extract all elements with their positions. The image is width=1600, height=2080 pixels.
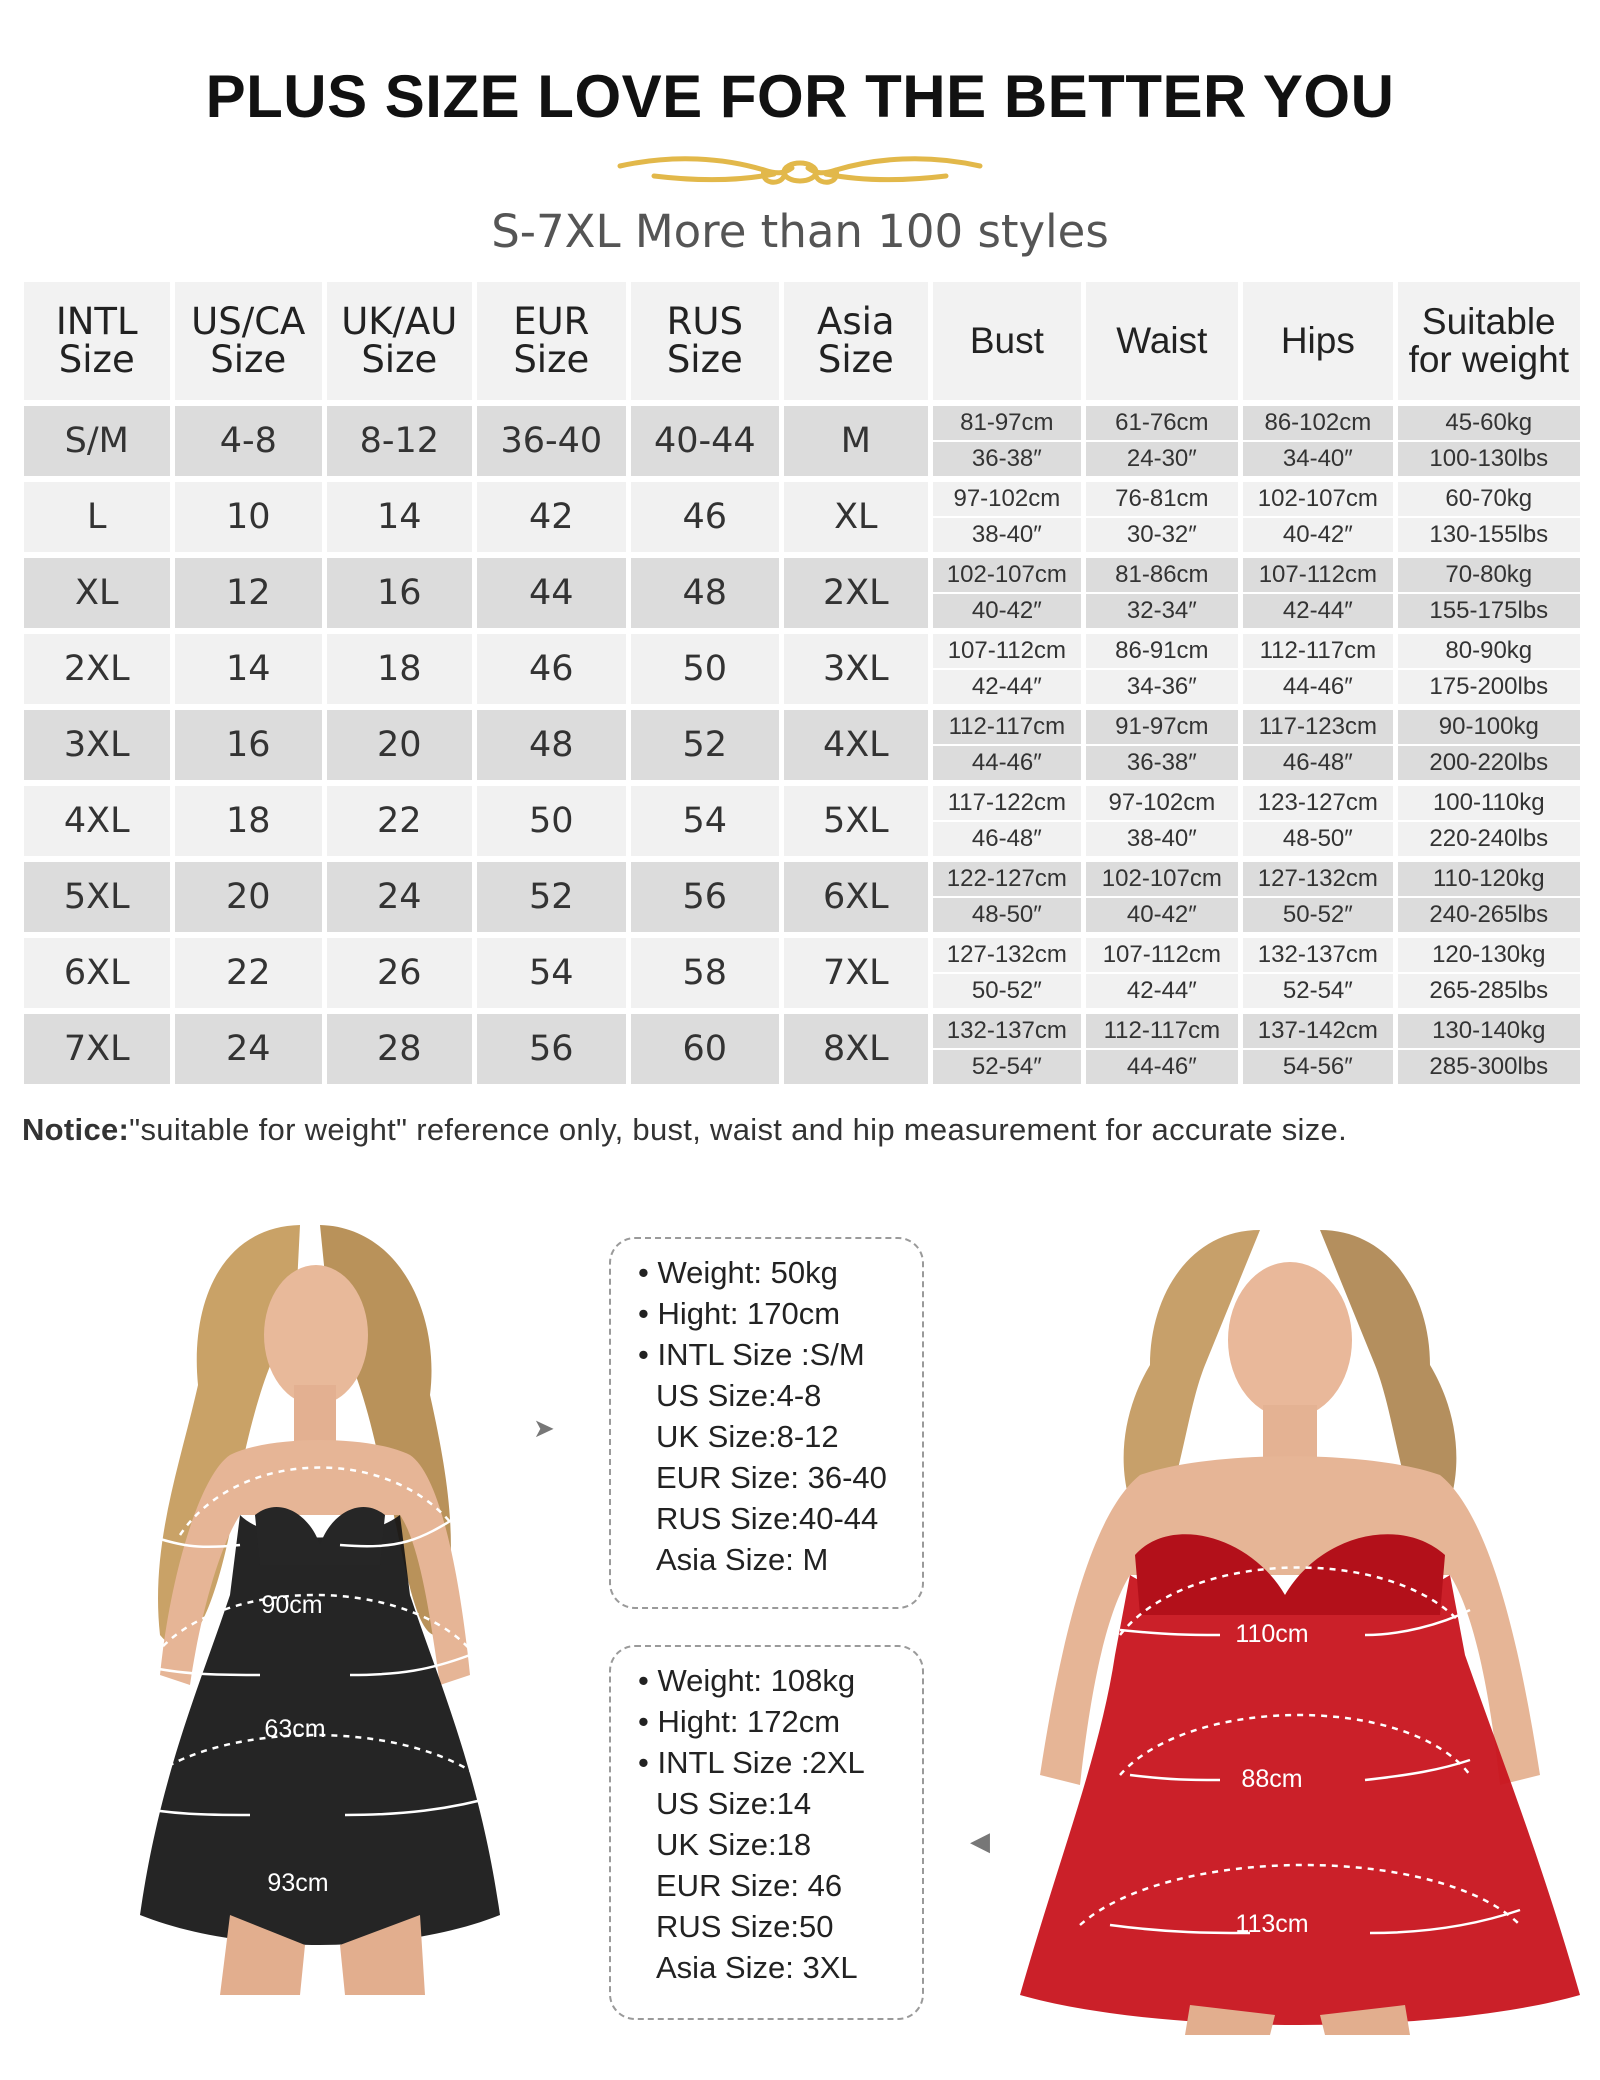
table-cell-weight-imperial: 220-240lbs (1398, 820, 1580, 856)
table-cell-us: 16 (175, 710, 323, 780)
table-cell-weight-imperial: 200-220lbs (1398, 744, 1580, 780)
table-cell-waist-imperial: 36-38″ (1086, 744, 1239, 780)
table-cell-waist (1086, 710, 1239, 780)
table-row (24, 862, 1580, 932)
table-cell-waist-metric: 86-91cm (1115, 637, 1209, 664)
table-cell-hips (1243, 862, 1393, 932)
table-cell-waist (1086, 482, 1239, 552)
column-header-text: Waist (1116, 320, 1208, 361)
table-cell-weight-imperial: 130-155lbs (1398, 516, 1580, 552)
info-line: • Weight: 50kg (638, 1255, 838, 1290)
table-cell-weight (1398, 1014, 1580, 1084)
table-cell-hips-imperial: 54-56″ (1243, 1048, 1393, 1084)
table-cell-uk: 28 (327, 1014, 472, 1084)
table-cell-hips-metric: 123-127cm (1257, 789, 1378, 816)
right-model-info-box (609, 1645, 924, 2020)
table-cell-bust-imperial: 48-50″ (933, 896, 1081, 932)
table-cell-weight (1398, 938, 1580, 1008)
left-model-info-box (609, 1237, 924, 1609)
table-cell-eur: 50 (477, 786, 627, 856)
column-header-label (1281, 322, 1355, 360)
table-cell-weight (1398, 862, 1580, 932)
table-row (24, 710, 1580, 780)
column-header-label (191, 300, 306, 381)
table-cell-intl: 3XL (24, 710, 170, 780)
table-cell-weight-metric: 120-130kg (1432, 941, 1546, 968)
table-cell-intl: 7XL (24, 1014, 170, 1084)
table-cell-intl: L (24, 482, 170, 552)
table-cell-us: 10 (175, 482, 323, 552)
table-cell-asia: 6XL (784, 862, 929, 932)
column-header-text: RUS (666, 300, 743, 343)
column-header-text: Asia (817, 300, 895, 343)
column-header (631, 282, 779, 400)
column-header (1398, 282, 1580, 400)
table-cell-uk: 26 (327, 938, 472, 1008)
table-cell-eur: 56 (477, 1014, 627, 1084)
column-header-text: Size (58, 338, 135, 381)
table-cell-waist (1086, 634, 1239, 704)
info-line: • INTL Size :2XL (638, 1745, 865, 1780)
table-cell-bust (933, 862, 1081, 932)
column-header-label (55, 300, 138, 381)
table-cell-waist-metric: 81-86cm (1115, 561, 1209, 588)
table-row (24, 558, 1580, 628)
table-cell-eur: 42 (477, 482, 627, 552)
column-header-label (817, 300, 895, 381)
table-cell-asia: 3XL (784, 634, 929, 704)
table-cell-rus: 50 (631, 634, 779, 704)
table-cell-waist-imperial: 42-44″ (1086, 972, 1239, 1008)
size-chart-header-row (24, 282, 1580, 400)
table-cell-waist-metric: 97-102cm (1108, 789, 1216, 816)
size-chart-body (24, 406, 1580, 1084)
table-cell-weight-metric: 100-110kg (1432, 789, 1545, 816)
column-header-text: Size (817, 338, 894, 381)
table-cell-eur: 54 (477, 938, 627, 1008)
info-line: US Size:14 (656, 1786, 812, 1821)
column-header (933, 282, 1081, 400)
table-cell-weight (1398, 558, 1580, 628)
table-cell-waist (1086, 1014, 1239, 1084)
table-cell-hips (1243, 558, 1393, 628)
table-cell-bust-imperial: 44-46″ (933, 744, 1081, 780)
table-cell-bust-imperial: 42-44″ (933, 668, 1081, 704)
table-cell-bust-metric: 112-117cm (948, 713, 1066, 740)
table-cell-bust-imperial: 50-52″ (933, 972, 1081, 1008)
table-cell-rus: 48 (631, 558, 779, 628)
table-cell-hips (1243, 786, 1393, 856)
column-header-text: for weight (1408, 339, 1569, 380)
model-photo-left (80, 1215, 570, 1995)
table-row (24, 1014, 1580, 1084)
table-cell-bust-metric: 107-112cm (947, 637, 1066, 664)
table-cell-uk: 14 (327, 482, 472, 552)
table-cell-asia: 8XL (784, 1014, 929, 1084)
table-cell-rus: 52 (631, 710, 779, 780)
table-cell-hips-metric: 132-137cm (1257, 941, 1378, 968)
page-subtitle: S-7XL More than 100 styles (491, 205, 1109, 258)
table-cell-weight-metric: 110-120kg (1432, 865, 1545, 892)
table-cell-bust (933, 1014, 1081, 1084)
left-bust-measurement: 90cm (261, 1591, 323, 1619)
table-cell-bust-imperial: 38-40″ (933, 516, 1081, 552)
table-cell-us: 20 (175, 862, 323, 932)
table-cell-weight-imperial: 285-300lbs (1398, 1048, 1580, 1084)
table-cell-waist-imperial: 24-30″ (1086, 440, 1239, 476)
table-cell-eur: 44 (477, 558, 627, 628)
table-cell-uk: 16 (327, 558, 472, 628)
info-line: Asia Size: 3XL (656, 1950, 858, 1985)
table-cell-uk: 24 (327, 862, 472, 932)
info-line: • Hight: 170cm (638, 1296, 841, 1331)
table-cell-waist-imperial: 32-34″ (1086, 592, 1239, 628)
column-header-label (666, 300, 743, 381)
column-header-label (1116, 322, 1207, 360)
table-cell-us: 24 (175, 1014, 323, 1084)
column-header-text: US/CA (191, 300, 306, 343)
table-cell-bust (933, 406, 1081, 476)
right-waist-measurement: 88cm (1241, 1765, 1303, 1793)
table-cell-uk: 18 (327, 634, 472, 704)
table-cell-bust-imperial: 40-42″ (933, 592, 1081, 628)
table-cell-us: 22 (175, 938, 323, 1008)
model-photo-right (1020, 1215, 1590, 2035)
table-cell-eur: 48 (477, 710, 627, 780)
table-cell-weight (1398, 482, 1580, 552)
table-cell-waist-imperial: 30-32″ (1086, 516, 1239, 552)
table-cell-bust-metric: 81-97cm (960, 409, 1054, 436)
table-cell-rus: 46 (631, 482, 779, 552)
table-cell-us: 18 (175, 786, 323, 856)
column-header (784, 282, 929, 400)
table-cell-weight (1398, 710, 1580, 780)
table-cell-rus: 58 (631, 938, 779, 1008)
table-cell-bust-imperial: 52-54″ (933, 1048, 1081, 1084)
table-cell-bust-metric: 132-137cm (946, 1017, 1067, 1044)
table-cell-intl: S/M (24, 406, 170, 476)
column-header-text: EUR (513, 300, 590, 343)
table-cell-hips (1243, 1014, 1393, 1084)
column-header-text: Size (361, 338, 438, 381)
right-bust-measurement: 110cm (1235, 1620, 1309, 1648)
table-cell-asia: M (784, 406, 929, 476)
table-cell-bust-metric: 117-122cm (947, 789, 1066, 816)
column-header-text: UK/AU (341, 300, 458, 343)
left-hip-measurement: 93cm (267, 1869, 329, 1897)
table-cell-bust (933, 710, 1081, 780)
column-header-text: Size (666, 338, 743, 381)
table-cell-waist-imperial: 44-46″ (1086, 1048, 1239, 1084)
table-cell-weight-metric: 70-80kg (1445, 561, 1533, 588)
table-cell-bust-metric: 102-107cm (946, 561, 1067, 588)
table-cell-waist (1086, 786, 1239, 856)
column-header-text: Suitable (1421, 301, 1556, 342)
table-cell-bust (933, 786, 1081, 856)
table-cell-asia: 2XL (784, 558, 929, 628)
table-cell-weight-metric: 60-70kg (1445, 485, 1533, 512)
table-cell-hips-metric: 112-117cm (1259, 637, 1377, 664)
table-cell-hips-imperial: 40-42″ (1243, 516, 1393, 552)
page-title: PLUS SIZE LOVE FOR THE BETTER YOU (205, 63, 1395, 130)
table-cell-intl: 4XL (24, 786, 170, 856)
column-header-text: Bust (969, 320, 1044, 361)
left-waist-measurement: 63cm (264, 1715, 326, 1743)
info-line: • INTL Size :S/M (638, 1337, 865, 1372)
table-row (24, 786, 1580, 856)
table-cell-hips-metric: 137-142cm (1257, 1017, 1378, 1044)
table-cell-weight-metric: 45-60kg (1445, 409, 1533, 436)
table-cell-hips-metric: 117-123cm (1258, 713, 1377, 740)
table-cell-hips-imperial: 50-52″ (1243, 896, 1393, 932)
table-cell-weight (1398, 406, 1580, 476)
table-cell-weight (1398, 634, 1580, 704)
table-cell-waist-imperial: 40-42″ (1086, 896, 1239, 932)
table-cell-weight-imperial: 175-200lbs (1398, 668, 1580, 704)
gold-ornament-divider (614, 148, 986, 192)
table-cell-uk: 20 (327, 710, 472, 780)
table-cell-hips-imperial: 44-46″ (1243, 668, 1393, 704)
table-cell-bust-metric: 97-102cm (953, 485, 1061, 512)
info-line: EUR Size: 36-40 (656, 1460, 887, 1495)
table-cell-asia: 4XL (784, 710, 929, 780)
column-header-label (1409, 303, 1569, 379)
table-cell-hips-metric: 107-112cm (1258, 561, 1377, 588)
table-cell-eur: 36-40 (477, 406, 627, 476)
table-cell-waist (1086, 406, 1239, 476)
column-header-text: INTL (55, 300, 138, 343)
table-cell-asia: XL (784, 482, 929, 552)
column-header (477, 282, 627, 400)
size-chart-table (24, 282, 1580, 1090)
table-cell-waist-metric: 61-76cm (1115, 409, 1209, 436)
info-line: EUR Size: 46 (656, 1868, 843, 1903)
table-cell-hips-imperial: 42-44″ (1243, 592, 1393, 628)
notice-body: "suitable for weight" reference only, bust, waist and hip measurement for accurate size. (129, 1112, 1347, 1147)
table-cell-asia: 7XL (784, 938, 929, 1008)
table-cell-uk: 8-12 (327, 406, 472, 476)
notice-text (22, 1112, 1347, 1148)
table-cell-us: 12 (175, 558, 323, 628)
table-cell-bust (933, 938, 1081, 1008)
table-cell-eur: 46 (477, 634, 627, 704)
info-line: UK Size:8-12 (656, 1419, 839, 1454)
table-cell-intl: XL (24, 558, 170, 628)
table-cell-uk: 22 (327, 786, 472, 856)
table-cell-weight-imperial: 265-285lbs (1398, 972, 1580, 1008)
table-cell-hips (1243, 710, 1393, 780)
table-cell-waist (1086, 938, 1239, 1008)
table-cell-hips-imperial: 52-54″ (1243, 972, 1393, 1008)
table-cell-waist-imperial: 34-36″ (1086, 668, 1239, 704)
table-cell-rus: 60 (631, 1014, 779, 1084)
arrow-right-icon: ➤ (533, 1413, 555, 1443)
table-cell-waist-metric: 102-107cm (1101, 865, 1222, 892)
column-header (175, 282, 323, 400)
table-cell-intl: 5XL (24, 862, 170, 932)
table-cell-bust (933, 558, 1081, 628)
table-row (24, 634, 1580, 704)
table-cell-waist-metric: 91-97cm (1115, 713, 1209, 740)
table-cell-weight-imperial: 155-175lbs (1398, 592, 1580, 628)
table-cell-asia: 5XL (784, 786, 929, 856)
column-header-text: Size (210, 338, 287, 381)
table-cell-hips-imperial: 34-40″ (1243, 440, 1393, 476)
table-row (24, 406, 1580, 476)
table-cell-bust-metric: 127-132cm (946, 941, 1067, 968)
column-header (327, 282, 472, 400)
column-header (24, 282, 170, 400)
table-cell-waist-metric: 112-117cm (1103, 1017, 1221, 1044)
column-header (1243, 282, 1393, 400)
table-cell-bust-imperial: 36-38″ (933, 440, 1081, 476)
table-cell-intl: 2XL (24, 634, 170, 704)
table-cell-weight (1398, 786, 1580, 856)
info-line: RUS Size:50 (656, 1909, 834, 1944)
table-cell-bust-metric: 122-127cm (946, 865, 1067, 892)
table-cell-waist-metric: 76-81cm (1115, 485, 1209, 512)
table-cell-waist-metric: 107-112cm (1102, 941, 1221, 968)
info-line: Asia Size: M (656, 1542, 829, 1577)
table-cell-hips-metric: 102-107cm (1257, 485, 1378, 512)
table-cell-waist (1086, 862, 1239, 932)
table-cell-hips (1243, 406, 1393, 476)
column-header-text: Hips (1280, 320, 1355, 361)
table-cell-rus: 54 (631, 786, 779, 856)
table-cell-waist (1086, 558, 1239, 628)
column-header-text: Size (513, 338, 590, 381)
table-cell-hips (1243, 634, 1393, 704)
table-cell-bust (933, 482, 1081, 552)
arrow-left-icon: ◀ (970, 1826, 990, 1856)
table-cell-intl: 6XL (24, 938, 170, 1008)
table-cell-weight-metric: 90-100kg (1438, 713, 1539, 740)
notice-label: Notice: (22, 1112, 130, 1147)
table-cell-waist-imperial: 38-40″ (1086, 820, 1239, 856)
right-hip-measurement: 113cm (1235, 1910, 1309, 1938)
table-cell-hips-imperial: 46-48″ (1243, 744, 1393, 780)
info-line: • Weight: 108kg (638, 1663, 856, 1698)
column-header (1086, 282, 1239, 400)
column-header-label (341, 300, 458, 381)
table-cell-rus: 40-44 (631, 406, 779, 476)
table-cell-us: 4-8 (175, 406, 323, 476)
table-cell-hips (1243, 482, 1393, 552)
table-cell-eur: 52 (477, 862, 627, 932)
table-cell-us: 14 (175, 634, 323, 704)
table-cell-weight-imperial: 240-265lbs (1398, 896, 1580, 932)
table-row (24, 938, 1580, 1008)
table-row (24, 482, 1580, 552)
table-cell-rus: 56 (631, 862, 779, 932)
column-header-label (970, 322, 1044, 360)
table-cell-hips-imperial: 48-50″ (1243, 820, 1393, 856)
info-line: RUS Size:40-44 (656, 1501, 879, 1536)
info-line: • Hight: 172cm (638, 1704, 841, 1739)
table-cell-weight-metric: 80-90kg (1445, 637, 1533, 664)
table-cell-hips-metric: 86-102cm (1264, 409, 1372, 436)
table-cell-weight-metric: 130-140kg (1432, 1017, 1546, 1044)
table-cell-weight-imperial: 100-130lbs (1398, 440, 1580, 476)
info-line: UK Size:18 (656, 1827, 812, 1862)
table-cell-hips-metric: 127-132cm (1257, 865, 1378, 892)
table-cell-bust (933, 634, 1081, 704)
table-cell-bust-imperial: 46-48″ (933, 820, 1081, 856)
column-header-label (513, 300, 590, 381)
table-cell-hips (1243, 938, 1393, 1008)
info-line: US Size:4-8 (656, 1378, 822, 1413)
